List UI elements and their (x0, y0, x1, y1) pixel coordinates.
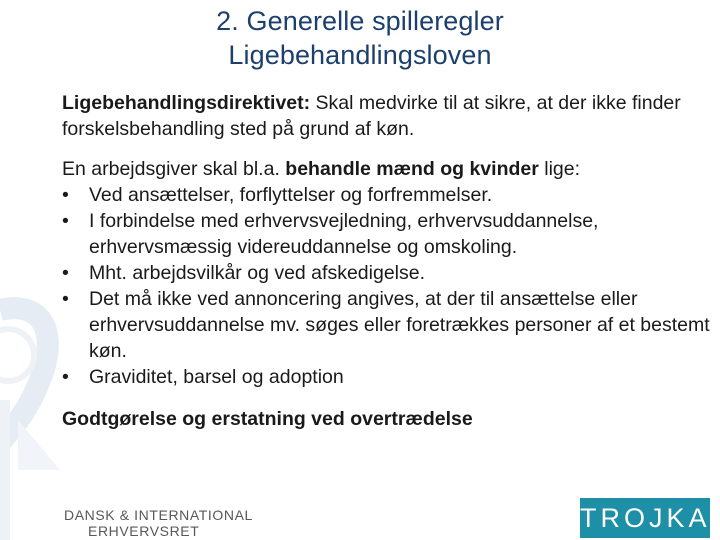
list-item-text: Det må ikke ved annoncering angives, at der til ansættelse eller erhvervsuddannelse mv. søges eller foretrækkes personer af et bestemt køn. (89, 288, 710, 362)
bullet-icon: • (62, 288, 69, 310)
intro-text: Skal medvirke til at sikre, at der ikke finder forskelsbehandling sted på grund af køn. (62, 92, 681, 140)
intro-term: Ligebehandlingsdirektivet: (62, 92, 311, 114)
list-item-text: I forbindelse med erhvervsvejledning, erhvervsuddannelse, erhvervsmæssig videreuddannelse og omskoling. (89, 210, 599, 258)
intro-paragraph (62, 90, 710, 142)
section-heading: Godtgørelse og erstatning ved overtrædelse (62, 408, 473, 430)
list-item (62, 364, 710, 390)
employer-lead (62, 156, 710, 182)
logo-left-line2: ERHVERVSRET (88, 523, 200, 539)
title-line-1: 2. Generelle spilleregler (216, 6, 504, 36)
slide-body (62, 90, 710, 432)
employer-suffix: lige: (538, 158, 581, 180)
bullet-icon: • (62, 210, 69, 232)
employer-section (62, 156, 710, 390)
list-item-text: Graviditet, barsel og adoption (89, 366, 344, 388)
logo-left-line1: DANSK & INTERNATIONAL (64, 507, 253, 523)
employer-bold: behandle mænd og kvinder (285, 158, 539, 180)
list-item (62, 208, 710, 260)
bullet-icon: • (62, 262, 69, 284)
slide-title (0, 4, 720, 72)
title-line-2: Ligebehandlingsloven (228, 40, 492, 70)
bullet-icon: • (62, 184, 69, 206)
list-item-text: Ved ansættelser, forflyttelser og forfremmelser. (89, 184, 493, 206)
dansk-international-logo (64, 507, 254, 539)
bullet-list (62, 182, 710, 390)
bullet-icon: • (62, 366, 69, 388)
list-item (62, 260, 710, 286)
trojka-logo: TROJKA (580, 498, 710, 538)
list-item (62, 286, 710, 364)
list-item (62, 182, 710, 208)
list-item-text: Mht. arbejdsvilkår og ved afskedigelse. (89, 262, 426, 284)
employer-prefix: En arbejdsgiver skal bl.a. (62, 158, 286, 180)
